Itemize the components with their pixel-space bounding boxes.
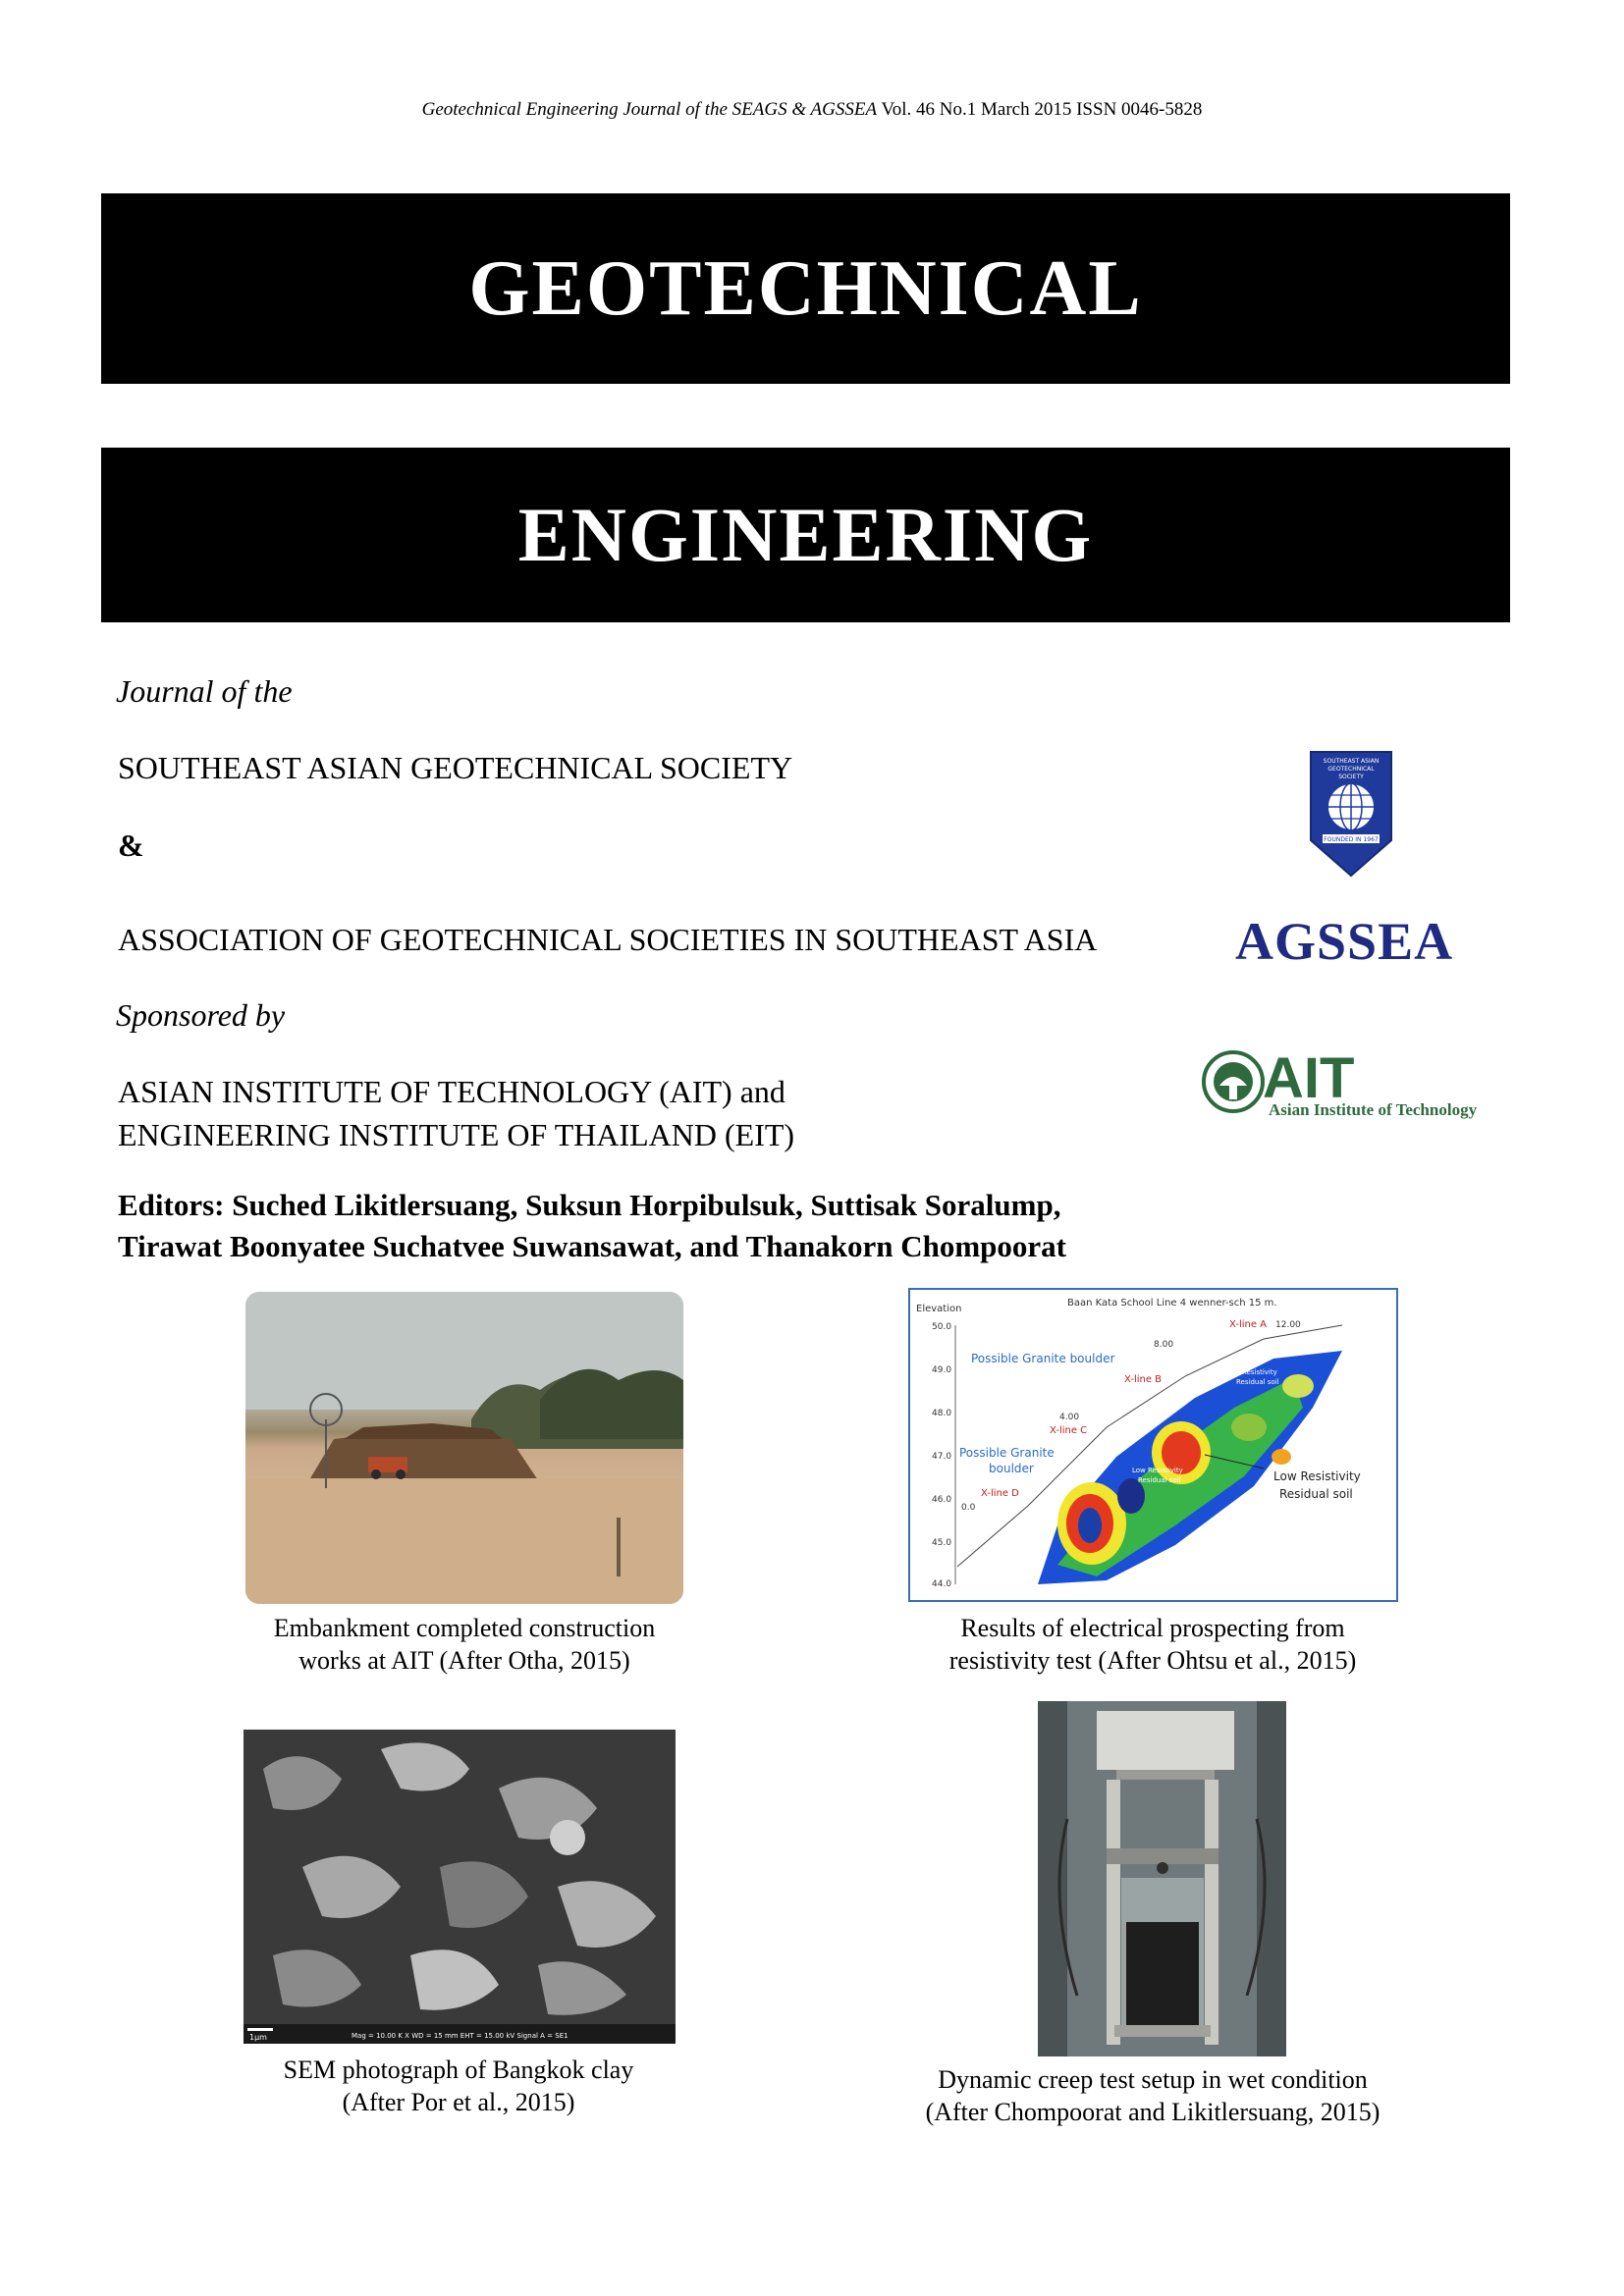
caption-embankment-line1: Embankment completed construction	[273, 1614, 656, 1642]
seags-logo-text-mid: GEOTECHNICAL	[1327, 766, 1375, 773]
sem-scale-bar: 1μm	[249, 2033, 267, 2042]
y-tick: 46.0	[932, 1495, 952, 1505]
journal-of-label: Journal of the	[116, 673, 293, 709]
distance-12: 12.00	[1275, 1320, 1301, 1330]
journal-name: Geotechnical Engineering Journal of the SEAGS & AGSSEA	[421, 99, 878, 120]
volume-info: Vol. 46 No.1 March 2015 ISSN 0046-5828	[881, 99, 1203, 120]
seags-name: SOUTHEAST ASIAN GEOTECHNICAL SOCIETY	[118, 750, 793, 785]
resistivity-plot	[908, 1288, 1398, 1602]
caption-resistivity-line2: resistivity test (After Ohtsu et al., 2015)	[948, 1646, 1357, 1675]
caption-embankment-line2: works at AIT (After Otha, 2015)	[298, 1646, 630, 1675]
caption-creep-line2: (After Chompoorat and Likitlersuang, 2015)	[925, 2098, 1380, 2126]
xline-c-label: X-line C	[1050, 1425, 1088, 1436]
elevation-label: Elevation	[916, 1304, 962, 1314]
seags-logo-text-top: SOUTHEAST ASIAN	[1323, 758, 1380, 765]
distance-4: 4.00	[1059, 1413, 1080, 1422]
y-tick: 49.0	[932, 1365, 952, 1375]
granite-label-1: Possible Granite boulder	[971, 1352, 1115, 1365]
lowres-big-a: Low Resistivity	[1273, 1469, 1361, 1483]
ait-logo	[1200, 1046, 1514, 1119]
caption-sem	[145, 2054, 772, 2118]
sponsored-by-label: Sponsored by	[116, 997, 286, 1033]
resistivity-title: Baan Kata School Line 4 wenner-sch 15 m.	[1067, 1298, 1277, 1308]
xline-b-label: X-line B	[1124, 1374, 1163, 1385]
caption-resistivity	[839, 1612, 1466, 1677]
caption-sem-line1: SEM photograph of Bangkok clay	[283, 2056, 634, 2084]
granite-label-2b: boulder	[989, 1462, 1034, 1475]
y-tick: 47.0	[932, 1452, 952, 1462]
lowres-big-b: Residual soil	[1279, 1487, 1353, 1501]
y-tick: 44.0	[932, 1579, 952, 1589]
caption-embankment	[151, 1612, 778, 1677]
title-geotechnical: GEOTECHNICAL	[468, 244, 1143, 332]
seags-logo-founded: FOUNDED IN 1967	[1324, 836, 1379, 843]
title-engineering: ENGINEERING	[517, 492, 1094, 577]
caption-creep	[839, 2063, 1466, 2128]
lowres-small-a: Low Resistivity	[1226, 1368, 1277, 1376]
creep-test-photo	[1038, 1701, 1286, 2056]
sponsor-ait: ASIAN INSTITUTE OF TECHNOLOGY (AIT) and	[118, 1074, 785, 1109]
distance-0: 0.0	[961, 1503, 976, 1513]
ampersand: &	[118, 828, 144, 863]
lowres-mid-a: Low Resistivity	[1132, 1467, 1183, 1474]
lowres-small-b: Residual soil	[1236, 1378, 1279, 1386]
title-banner-geotechnical	[101, 193, 1510, 384]
agssea-logo-text: AGSSEA	[1235, 912, 1454, 971]
distance-8: 8.00	[1154, 1340, 1174, 1350]
y-tick: 48.0	[932, 1409, 952, 1418]
caption-sem-line2: (After Por et al., 2015)	[342, 2088, 575, 2116]
title-banner-engineering	[101, 448, 1510, 622]
caption-creep-line1: Dynamic creep test setup in wet condition	[938, 2065, 1368, 2094]
ait-logo-word: AIT	[1263, 1046, 1355, 1110]
y-tick: 50.0	[932, 1322, 952, 1332]
seags-shield-logo	[1309, 750, 1393, 878]
sem-photo	[244, 1730, 676, 2044]
running-header	[0, 98, 1624, 122]
ait-logo-subtitle: Asian Institute of Technology	[1269, 1100, 1478, 1119]
granite-label-2a: Possible Granite	[959, 1446, 1055, 1460]
sponsor-eit: ENGINEERING INSTITUTE OF THAILAND (EIT)	[118, 1117, 795, 1152]
sem-scale-info: Mag = 10.00 K X WD = 15 mm EHT = 15.00 kV Signal A = SE1	[352, 2032, 568, 2040]
agssea-name: ASSOCIATION OF GEOTECHNICAL SOCIETIES IN SOUTHEAST ASIA	[118, 922, 1098, 957]
y-tick: 45.0	[932, 1538, 952, 1548]
xline-a-label: X-line A	[1229, 1319, 1268, 1330]
editors-line-1: Editors: Suched Likitlersuang, Suksun Horpibulsuk, Suttisak Soralump,	[118, 1188, 1061, 1222]
embankment-photo	[245, 1292, 683, 1604]
editors-line-2: Tirawat Boonyatee Suchatvee Suwansawat, and Thanakorn Chompoorat	[118, 1229, 1067, 1263]
lowres-mid-b: Residual soil	[1138, 1476, 1181, 1484]
xline-d-label: X-line D	[981, 1488, 1019, 1499]
caption-resistivity-line1: Results of electrical prospecting from	[960, 1614, 1345, 1642]
seags-logo-text-bot: SOCIETY	[1338, 774, 1364, 780]
